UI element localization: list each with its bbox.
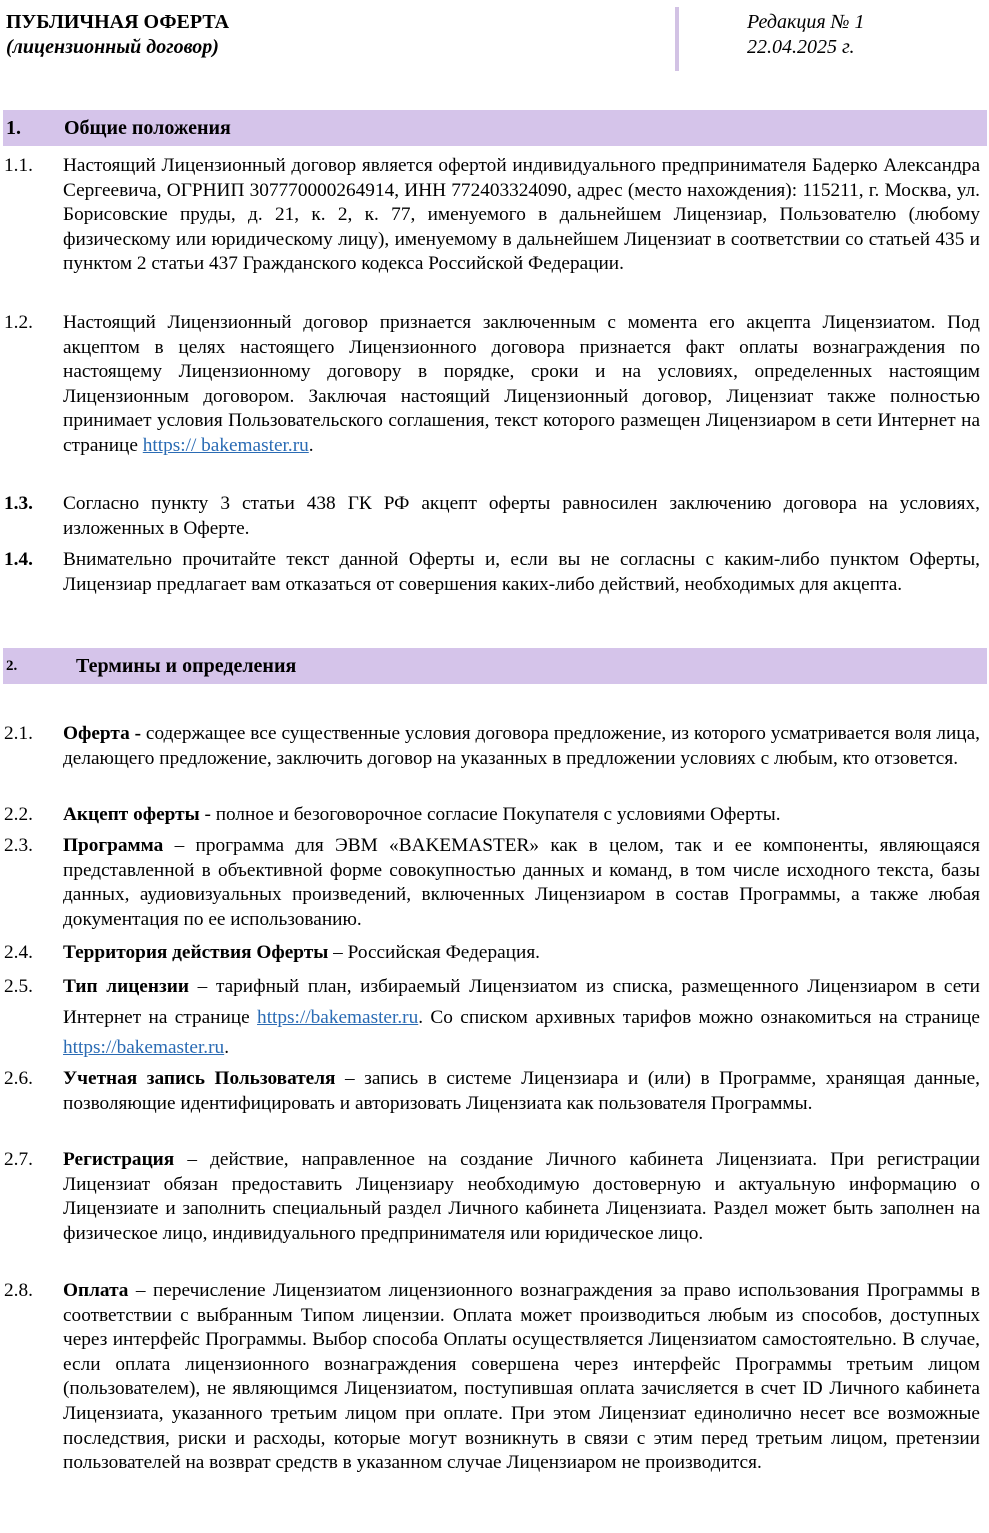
document-header xyxy=(0,0,989,80)
clause-2-6 xyxy=(0,1067,980,1116)
term-name: Акцепт оферты xyxy=(63,804,200,825)
term-name: Тип лицензии xyxy=(63,976,189,997)
clause-number: 2.7. xyxy=(4,1149,33,1170)
clause-number: 1.1. xyxy=(4,155,33,176)
term-name: Оферта - xyxy=(63,723,142,744)
clause-middle: . Со списком архивных тарифов можно ознакомиться на странице xyxy=(418,1006,980,1028)
document-subtitle: (лицензионный договор) xyxy=(6,36,219,58)
clause-number: 2.5. xyxy=(4,976,33,997)
archive-tariffs-link[interactable]: https://bakemaster.ru xyxy=(63,1037,225,1058)
clause-number: 2.4. xyxy=(4,942,33,963)
clause-2-1 xyxy=(0,722,980,771)
clause-2-3 xyxy=(0,834,980,932)
section-title: Термины и определения xyxy=(76,655,297,677)
clause-number: 2.2. xyxy=(4,804,33,825)
clause-text xyxy=(63,1148,980,1246)
edition-label: Редакция № 1 xyxy=(747,11,865,33)
term-name: Территория действия Оферты xyxy=(63,942,329,963)
tariffs-link[interactable]: https://bakemaster.ru xyxy=(257,1006,419,1028)
header-divider xyxy=(675,7,679,71)
clause-text: Внимательно прочитайте текст данной Оферты и, если вы не согласны с каким-либо пунктом Оферты, Лицензиар предлагает вам отказаться от совершения каких-либо действий, необходимых для акцепта. xyxy=(63,549,980,595)
clause-text xyxy=(63,311,980,459)
section-number: 1. xyxy=(6,117,21,139)
term-name: Оплата xyxy=(63,1280,129,1301)
edition-date: 22.04.2025 г. xyxy=(747,36,855,58)
clause-1-1 xyxy=(0,154,980,277)
clause-text xyxy=(63,1279,980,1476)
term-definition: содержащее все существенные условия договора предложение, из которого усматривается воля лица, делающего предложение, заключить договор на указанных в предложении условиях с любым, кто отзовется. xyxy=(63,723,980,769)
clause-2-4 xyxy=(0,941,980,966)
clause-tail: . xyxy=(308,434,314,456)
clause-1-2 xyxy=(0,311,980,459)
section-heading-general xyxy=(3,110,987,146)
term-definition: – действие, направленное на создание Личного кабинета Лицензиата. При регистрации Лицензиат обязан предоставить Лицензиару необходимую достоверную и актуальную информацию о Лицензиате и заполнить специальный раздел Личного кабинета Лицензиата. Раздел может быть заполнен на физическое лицо, индивидуального предпринимателя или юридическое лицо. xyxy=(63,1149,980,1244)
clause-number: 2.1. xyxy=(4,723,33,744)
clause-text xyxy=(63,834,980,932)
clause-2-5 xyxy=(0,972,980,1064)
clause-text xyxy=(63,972,980,1064)
term-name: Учетная запись Пользователя xyxy=(63,1068,336,1089)
clause-text xyxy=(63,1067,980,1116)
clause-number: 2.6. xyxy=(4,1068,33,1089)
header-edition-block xyxy=(747,10,865,60)
term-definition: – перечисление Лицензиатом лицензионного вознаграждения за право использования Программы в соответствии с выбранным Типом лицензии. Оплата может производиться любым из способов, доступных через интерфейс Программы. Выбор способа Оплаты осуществляется Лицензиатом самостоятельно. В случае, если оплата лицензионного вознаграждения совершена через интерфейс Программы третьим лицом (пользователем), не являющимся Лицензиатом, поступившая оплата зачисляется в счет ID Личного кабинета Лицензиата, указанного третьим лицом при оплате. При этом Лицензиат единолично несет все возможные последствия, риски и расходы, которые могут возникнуть в связи с этим перед третьим лицом, претензии пользователей на возврат средств в указанном случае Лицензиаром не производится. xyxy=(63,1280,980,1474)
term-definition: - полное и безоговорочное согласие Покупателя с условиями Оферты. xyxy=(199,804,781,825)
clause-body: Настоящий Лицензионный договор признается заключенным с момента его акцепта Лицензиатом. Под акцептом в целях настоящего Лицензионного договора признается факт оплаты вознаграждения по настоящему Лицензионному договору в порядке, сроки и на условиях, определенных настоящим Лицензионным договором. Заключая настоящий Лицензионный договор, Лицензиат также полностью принимает условия Пользовательского соглашения, текст которого размещен Лицензиаром в сети Интернет на странице xyxy=(63,312,980,456)
term-definition: – программа для ЭВМ «BAKEMASTER» как в целом, так и ее компоненты, являющаяся представленной в объективной форме совокупностью данных и команд, в том числе исходного текста, базы данных, аудиовизуальных произведений, включенных Лицензиаром в состав Программы, а также любая документация по ее использованию. xyxy=(63,835,980,930)
clause-number: 2.3. xyxy=(4,835,33,856)
clause-text xyxy=(63,722,980,771)
clause-text xyxy=(63,941,980,966)
clause-2-7 xyxy=(0,1148,980,1246)
term-definition: – запись в системе Лицензиара и (или) в Программе, хранящая данные, позволяющие идентифицировать и авторизовать Лицензиата как пользователя Программы. xyxy=(63,1068,980,1114)
term-definition: – тарифный план, избираемый Лицензиатом из списка, размещенного Лицензиаром в сети Интернет на странице xyxy=(63,976,981,1028)
clause-text: Настоящий Лицензионный договор является офертой индивидуального предпринимателя Бадерко Александра Сергеевича, ОГРНИП 307770000264914, ИНН 772403324090, адрес (место нахождения): 115211, г. Москва, ул. Борисовские пруды, д. 21, к. 2, к. 77, именуемого в дальнейшем Лицензиар, Пользователю (любому физическому или юридическому лицу), именуемому в дальнейшем Лицензиат в соответствии со статьей 435 и пунктом 2 статьи 437 Гражданского кодекса Российской Федерации. xyxy=(63,155,980,275)
section-number: 2. xyxy=(6,658,18,674)
clause-number: 1.3. xyxy=(4,493,33,514)
clause-number: 1.4. xyxy=(4,549,33,570)
clause-1-4 xyxy=(0,548,980,597)
header-title-block xyxy=(6,10,229,60)
clause-text xyxy=(63,803,980,828)
term-name: Программа xyxy=(63,835,164,856)
clause-1-3 xyxy=(0,492,980,541)
clause-number: 2.8. xyxy=(4,1280,33,1301)
section-title: Общие положения xyxy=(64,117,231,139)
term-name: Регистрация xyxy=(63,1149,175,1170)
clause-2-8 xyxy=(0,1279,980,1476)
document-title: ПУБЛИЧНАЯ ОФЕРТА xyxy=(6,11,230,33)
section-heading-terms xyxy=(3,648,987,684)
term-definition: – Российская Федерация. xyxy=(328,942,541,963)
clause-tail: . xyxy=(224,1037,230,1058)
clause-text: Согласно пункту 3 статьи 438 ГК РФ акцепт оферты равносилен заключению договора на условиях, изложенных в Оферте. xyxy=(63,493,980,539)
clause-2-2 xyxy=(0,803,980,828)
bakemaster-link[interactable]: https:// bakemaster.ru xyxy=(142,434,309,456)
clause-number: 1.2. xyxy=(4,312,33,333)
